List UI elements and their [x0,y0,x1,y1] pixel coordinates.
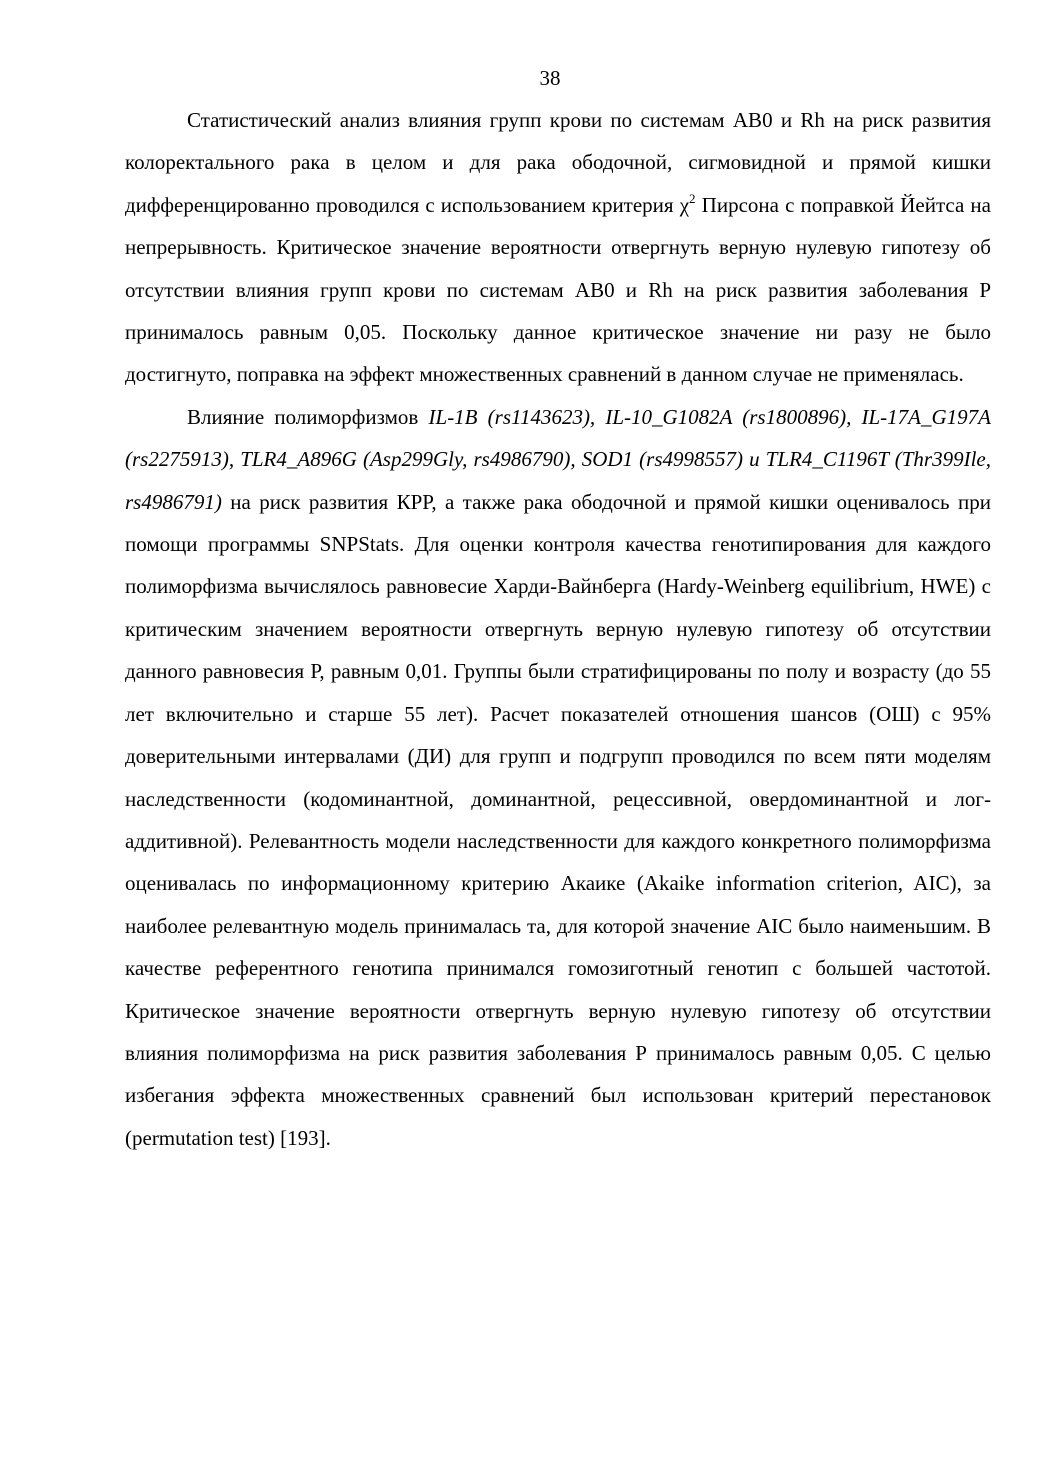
paragraph-2-lead: Влияние полиморфизмов [187,404,429,429]
document-body [125,99,991,1159]
chi-symbol: χ [679,192,690,217]
chi-superscript: 2 [689,190,696,206]
paragraph-1-text-start: Статистический анализ влияния групп крови по системам АВ0 и Rh на риск развития колоректального рака в целом и для рака ободочной, сигмовидной и прямой кишки дифференцированно проводился с использованием критерия [125,108,991,217]
paragraph-statistical-analysis [125,99,991,396]
page-number: 38 [539,66,561,90]
paragraph-2-text: на риск развития КРР, а также рака ободочной и прямой кишки оценивалось при помощи программы SNPStats. Для оценки контроля качества генотипирования для каждого полиморфизма вычислялось равновесие Харди-Вайнберга (Hardy-Weinberg equilibrium, HWE) с критическим значением вероятности отвергнуть верную нулевую гипотезу об отсутствии данного равновесия Р, равным 0,01. Группы были стратифицированы по полу и возрасту (до 55 лет включительно и старше 55 лет). Расчет показателей отношения шансов (ОШ) с 95% доверительными интервалами (ДИ) для групп и подгрупп проводился по всем пяти моделям наследственности (кодоминантной, доминантной, рецессивной, овердоминантной и лог-аддитивной). Релевантность модели наследственности для каждого конкретного полиморфизма оценивалась по информационному критерию Акаике (Akaike information criterion, AIC), за наиболее релевантную модель принималась та, для которой значение AIC было наименьшим. В качестве референтного генотипа принимался гомозиготный генотип с большей частотой. Критическое значение вероятности отвергнуть верную нулевую гипотезу об отсутствии влияния полиморфизма на риск развития заболевания Р принималось равным 0,05. С целью избегания эффекта множественных сравнений был использован критерий перестановок (permutation test) [193]. [125,489,991,1150]
paragraph-polymorphisms [125,396,991,1159]
polymorphism-list: IL-1B (rs1143623), IL-10_G1082A (rs1800896), IL-17A_G197A (rs2275913), TLR4_A896G (Asp299Gly, rs4986790), SOD1 (rs4998557) и TLR4_C1196T (Thr399Ile, rs4986791) [125,404,991,514]
paragraph-1-text-end: Пирсона с поправкой Йейтса на непрерывность. Критическое значение вероятности отвергнуть верную нулевую гипотезу об отсутствии влияния групп крови по системам АВ0 и Rh на риск развития заболевания Р принималось равным 0,05. Поскольку данное критическое значение ни разу не было достигнуто, поправка на эффект множественных сравнений в данном случае не применялась. [125,192,991,387]
